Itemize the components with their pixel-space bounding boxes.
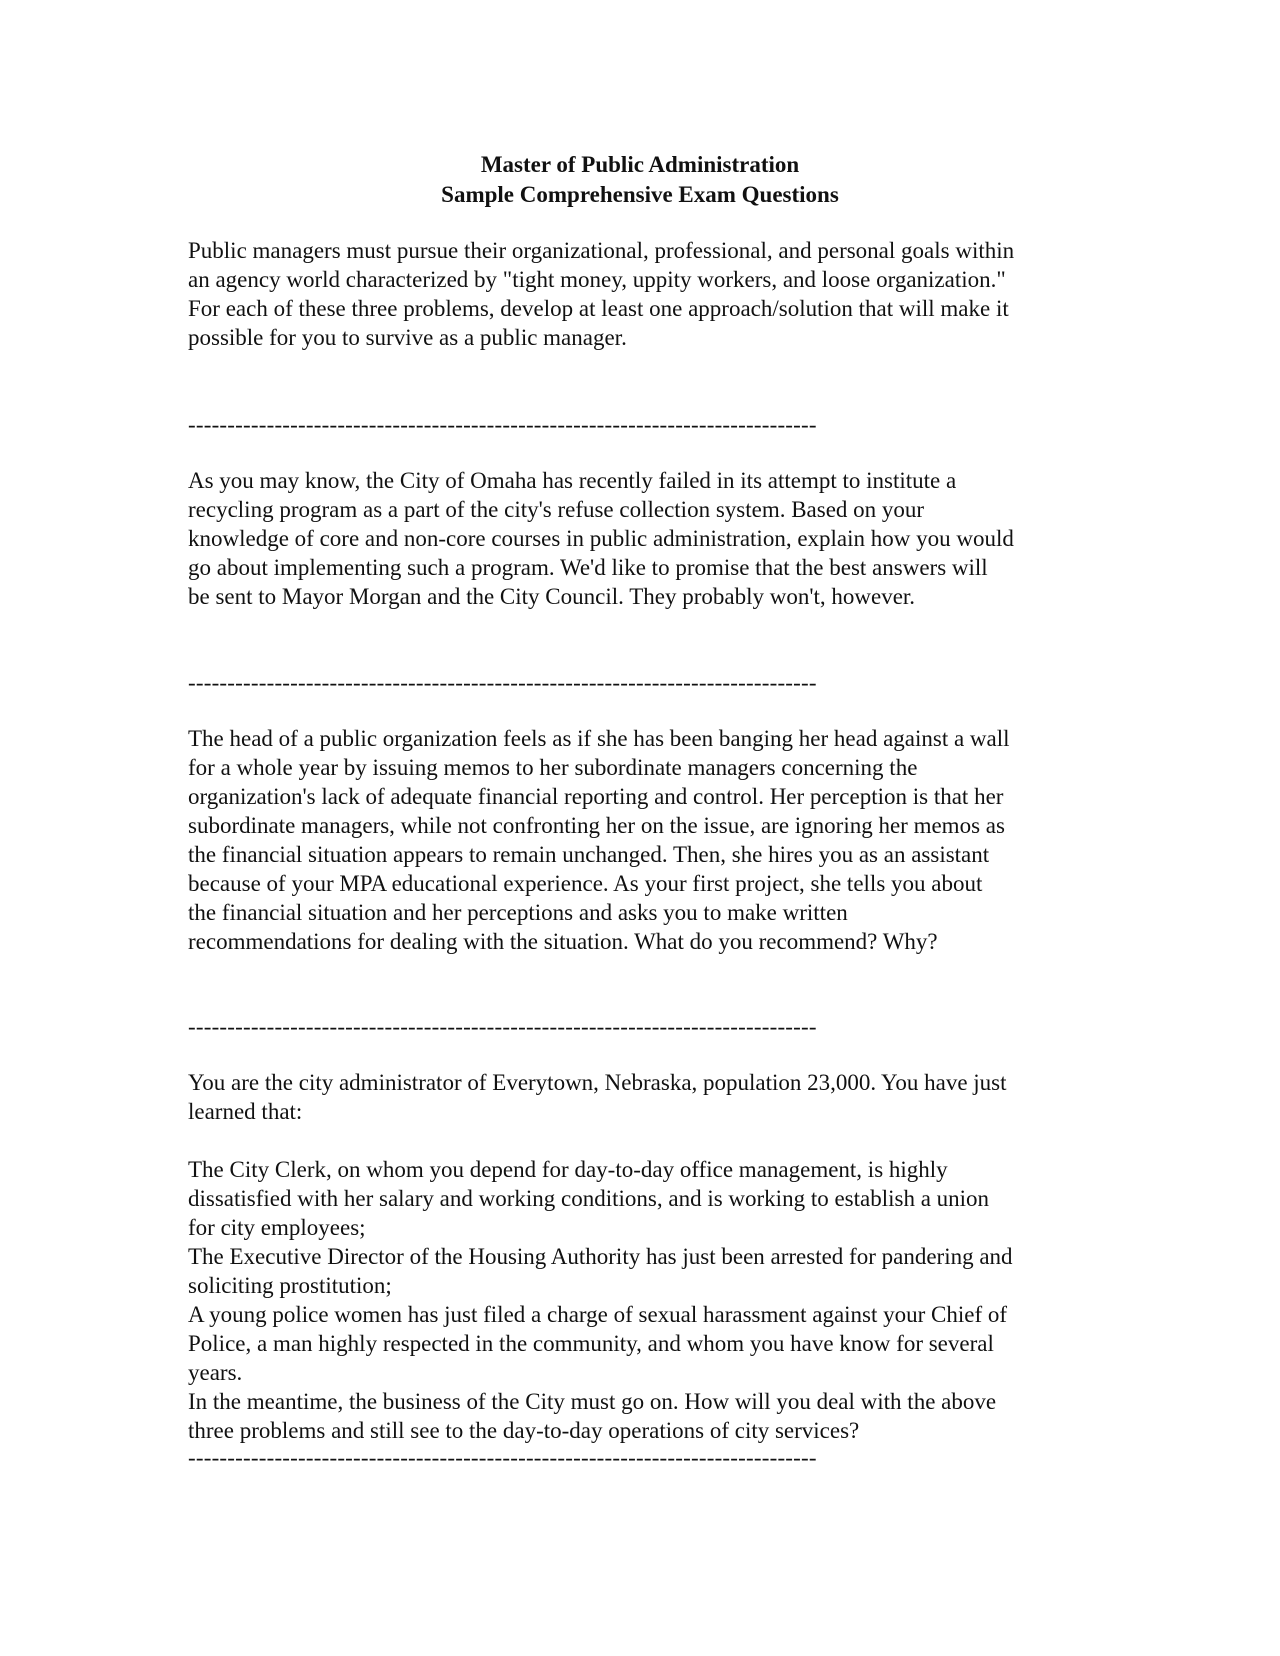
question-3-line: subordinate managers, while not confronting her on the issue, are ignoring her memos as (188, 813, 1005, 838)
question-4-item-line: The Executive Director of the Housing Authority has just been arrested for pandering and (188, 1244, 1013, 1269)
question-4-item-line: A young police women has just filed a charge of sexual harassment against your Chief of (188, 1302, 1008, 1327)
question-1-line: an agency world characterized by "tight money, uppity workers, and loose organization." (188, 267, 1006, 292)
question-4-intro (188, 1068, 1108, 1126)
question-1-line: For each of these three problems, develop at least one approach/solution that will make it (188, 296, 1009, 321)
question-3-line: the financial situation appears to remain unchanged. Then, she hires you as an assistant (188, 842, 990, 867)
question-3-line: organization's lack of adequate financial reporting and control. Her perception is that her (188, 784, 1004, 809)
question-2-line: go about implementing such a program. We'd like to promise that the best answers will (188, 555, 988, 580)
question-1-line: possible for you to survive as a public manager. (188, 325, 627, 350)
question-2-line: be sent to Mayor Morgan and the City Council. They probably won't, however. (188, 584, 916, 609)
question-2 (188, 466, 1108, 611)
question-4-item-line: In the meantime, the business of the City must go on. How will you deal with the above (188, 1389, 997, 1414)
separator-2: -------------------------------------------------------------------------------- (188, 670, 817, 695)
separator-1: -------------------------------------------------------------------------------- (188, 412, 817, 437)
question-3-line: recommendations for dealing with the situation. What do you recommend? Why? (188, 929, 938, 954)
title-line-1: Master of Public Administration (480, 152, 800, 177)
question-2-line: knowledge of core and non-core courses in public administration, explain how you would (188, 526, 1014, 551)
question-3-line: the financial situation and her perceptions and asks you to make written (188, 900, 848, 925)
question-4-items (188, 1155, 1108, 1445)
question-1-line: Public managers must pursue their organizational, professional, and personal goals within (188, 238, 1015, 263)
separator-4: -------------------------------------------------------------------------------- (188, 1445, 817, 1470)
separator-3: -------------------------------------------------------------------------------- (188, 1014, 817, 1039)
question-2-line: recycling program as a part of the city's refuse collection system. Based on your (188, 497, 925, 522)
question-2-line: As you may know, the City of Omaha has recently failed in its attempt to institute a (188, 468, 957, 493)
question-3-line: because of your MPA educational experience. As your first project, she tells you about (188, 871, 983, 896)
question-4-item-line: three problems and still see to the day-to-day operations of city services? (188, 1418, 860, 1443)
question-3-line: for a whole year by issuing memos to her subordinate managers concerning the (188, 755, 918, 780)
document-title (0, 150, 1280, 210)
question-4-item-line: dissatisfied with her salary and working conditions, and is working to establish a union (188, 1186, 990, 1211)
question-4-intro-line: You are the city administrator of Everytown, Nebraska, population 23,000. You have just (188, 1070, 1007, 1095)
question-4-item-line: for city employees; (188, 1215, 366, 1240)
question-4-item-line: years. (188, 1360, 243, 1385)
question-3-line: The head of a public organization feels as if she has been banging her head against a wall (188, 726, 1010, 751)
question-4-item-line: Police, a man highly respected in the community, and whom you have know for several (188, 1331, 994, 1356)
title-line-2: Sample Comprehensive Exam Questions (441, 182, 839, 207)
question-4-item-line: The City Clerk, on whom you depend for day-to-day office management, is highly (188, 1157, 948, 1182)
question-1 (188, 236, 1108, 352)
question-4-item-line: soliciting prostitution; (188, 1273, 392, 1298)
question-4-intro-line: learned that: (188, 1099, 303, 1124)
question-3 (188, 724, 1108, 956)
